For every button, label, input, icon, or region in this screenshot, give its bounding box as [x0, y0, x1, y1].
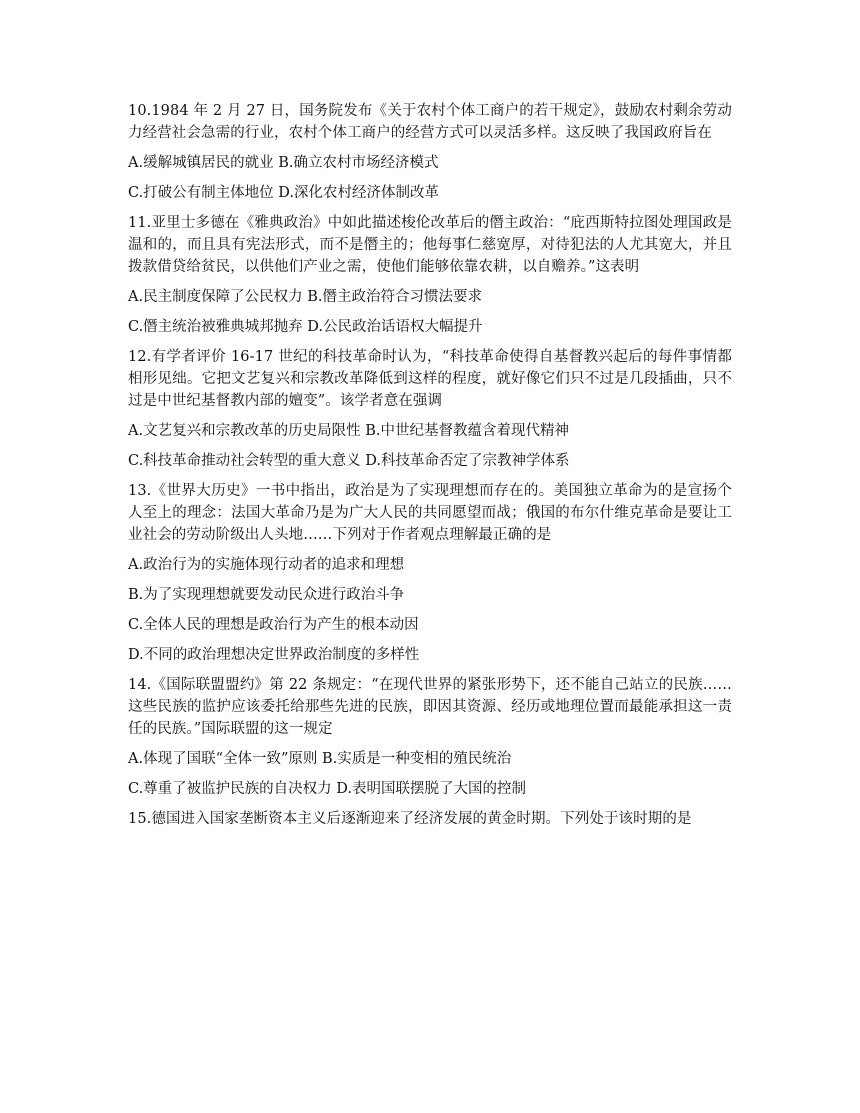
option-line: A.缓解城镇居民的就业 B.确立农村市场经济模式	[128, 155, 439, 171]
question-stem: 10.1984 年 2 月 27 日，国务院发布《关于农村个体工商户的若干规定》，鼓励农村剩余劳动力经营社会急需的行业，农村个体工商户的经营方式可以灵活多样。这反映了我国政府旨在	[128, 103, 732, 141]
question-stem: 13.《世界大历史》一书中指出，政治是为了实现理想而存在的。美国独立革命为的是宣扬个人至上的理念：法国大革命乃是为广大人民的共同愿望而战；俄国的布尔什维克革命是要让工业社会的劳动阶级出人头地……下列对于作者观点理解最正确的是	[128, 483, 732, 543]
option-line: C.科技革命推动社会转型的重大意义 D.科技革命否定了宗教神学体系	[128, 453, 570, 469]
option-line: A.体现了国联“全体一致”原则 B.实质是一种变相的殖民统治	[128, 751, 512, 767]
question-stem: 15.德国进入国家垄断资本主义后逐渐迎来了经济发展的黄金时期。下列处于该时期的是	[128, 811, 692, 827]
option-line: A.民主制度保障了公民权力 B.僭主政治符合习惯法要求	[128, 289, 482, 305]
question-stem: 12.有学者评价 16-17 世纪的科技革命时认为，“科技革命使得自基督教兴起后的每件事情都相形见绌。它把文艺复兴和宗教改革降低到这样的程度，就好像它们只不过是几段插曲，只不过是中世纪基督教内部的嬗变”。该学者意在强调	[128, 349, 732, 409]
option-line: D.不同的政治理想决定世界政治制度的多样性	[128, 647, 420, 663]
option-line: C.僭主统治被雅典城邦抛弃 D.公民政治话语权大幅提升	[128, 319, 483, 335]
question-stem: 11.亚里士多德在《雅典政治》中如此描述梭伦改革后的僭主政治：“庇西斯特拉图处理国政是温和的，而且具有宪法形式，而不是僭主的；他每事仁慈宽厚，对待犯法的人尤其宽大，并且拨款借贷给贫民，以供他们产业之需，使他们能够依靠农耕，以自赡养。”这表明	[128, 215, 732, 275]
option-line: C.尊重了被监护民族的自决权力 D.表明国联摆脱了大国的控制	[128, 781, 527, 797]
option-line: C.全体人民的理想是政治行为产生的根本动因	[128, 617, 419, 633]
option-line: A.文艺复兴和宗教改革的历史局限性 B.中世纪基督教蕴含着现代精神	[128, 423, 569, 439]
question-15	[128, 808, 732, 830]
question-12	[128, 346, 732, 472]
option-line: B.为了实现理想就要发动民众进行政治斗争	[128, 587, 405, 603]
option-line: C.打破公有制主体地位 D.深化农村经济体制改革	[128, 185, 440, 201]
question-stem: 14.《国际联盟盟约》第 22 条规定：“在现代世界的紧张形势下，还不能自己站立的民族……这些民族的监护应该委托给那些先进的民族，即因其资源、经历或地理位置而最能承担这一责任的民族。”国际联盟的这一规定	[128, 677, 732, 737]
question-10	[128, 100, 732, 204]
question-11	[128, 212, 732, 338]
question-13	[128, 480, 732, 666]
question-14	[128, 674, 732, 800]
option-line: A.政治行为的实施体现行动者的追求和理想	[128, 557, 405, 573]
exam-page	[128, 100, 732, 838]
